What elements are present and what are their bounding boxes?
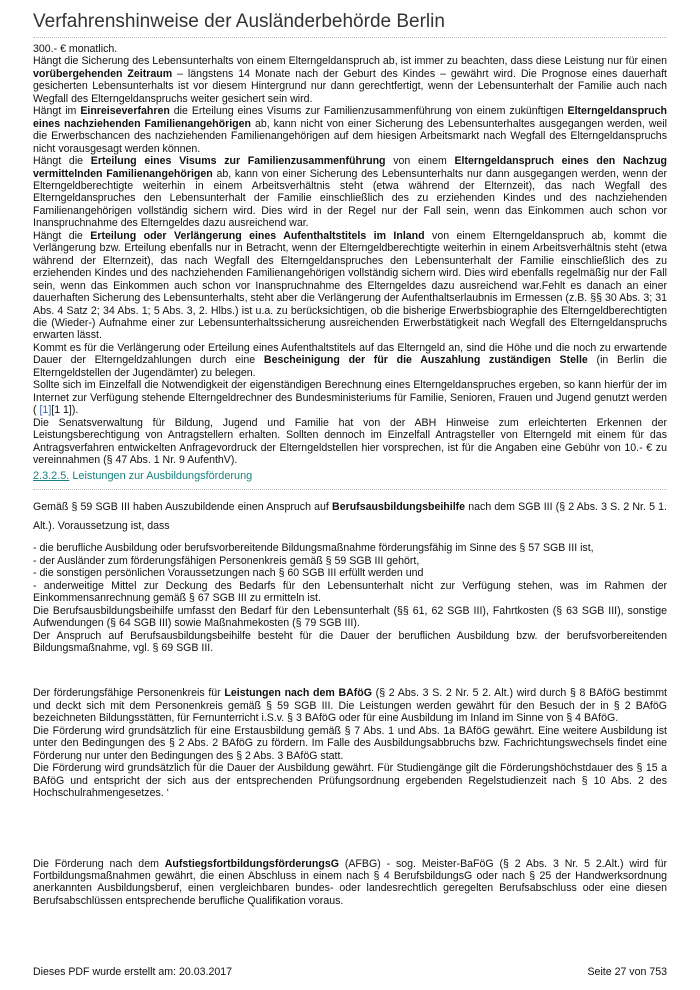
paragraph-amount: 300.- € monatlich. — [33, 43, 118, 55]
paragraph-senate-notes: Die Senatsverwaltung für Bildung, Jugend und Familie hat von der ABH Hinweise zum erleichterten Erkennen der Leistungsberechtigung von Antragstellern erhalten. Sollten dennoch im Einzelfall Antragsteller von Elterngeld mit einem für das Antragsverfahren entwickelten Anfragevordruck der Elterngeldstellen hier vorsprechen, ist für die Angaben eine Gebühr von 10.- € zu vereinnahmen (§ 47 Abs. 1 Nr. 9 AufenthV). — [33, 416, 667, 466]
paragraph-afbg: Die Förderung nach dem AufstiegsfortbildungsförderungsG (AFBG) - sog. Meister-BaFöG (§ 2 Abs. 3 Nr. 5 2.Alt.) wird für Fortbildungsmaßnahmen gewährt, die einen Abschluss in einem nach § 4 BerufsbildungsG oder nach § 25 der Handwerksordnung anerkannten Ausbildungsberuf, einen vergleichbaren bundes- oder landesrechtlich geregelten Berufsabschluss oder eine diesen Berufsabschlüssen entsprechende berufliche Qualifikation voraus. — [33, 857, 667, 907]
paragraph-bafoeg-eligibility: Der förderungsfähige Personenkreis für Leistungen nach dem BAföG (§ 2 Abs. 3 S. 2 Nr. 5 2. Alt.) wird durch § 8 BAföG bestimmt und deckt sich mit dem Personenkreis gemäß § 59 SGB III. Die Leistungen werden gewährt für den Besuch der in § 2 BAföG bezeichneten Bildungsstätten, für Fernunterricht i.S.v. § 3 BAföG oder für eine Ausbildung im Inland im Sinne von § 4 BAföG. — [33, 687, 667, 725]
paragraph-calculator: Sollte sich im Einzelfall die Notwendigkeit der eigenständigen Berechnung eines Elterngeldanspruches ergeben, so kann hierfür der im Internet zur Verfügung stehende Elterngeldrechner des Bundesministeriums für Familie, Senioren, Frauen und Jugend genutzt werden ( [1][1 1]). — [33, 379, 667, 417]
paragraph-bafoeg-first-training: Die Förderung wird grundsätzlich für eine Erstausbildung gemäß § 7 Abs. 1 und Abs. 1a BAföG gewährt. Eine weitere Ausbildung ist unter den Bedingungen des § 2 Abs. 2 BAföG zu fördern. Im Falle des Ausbildungsabbruchs bzw. Fachrichtungswechsels findet eine Förderung nur unter den Bedingungen des § 2 Abs. 3 BAföG statt. — [33, 724, 667, 762]
list-item: - die sonstigen persönlichen Voraussetzungen nach § 60 SGB III erfüllt werden und — [33, 567, 424, 580]
section-number[interactable]: 2.3.2.5. — [33, 470, 70, 483]
paragraph-bab-duration: Der Anspruch auf Berufsausbildungsbeihilfe besteht für die Dauer der beruflichen Ausbildung bzw. der berufsvorbereitenden Bildungsmaßnahme, vgl. § 69 SGB III. — [33, 629, 667, 655]
footnote-link[interactable]: [1] — [39, 404, 52, 417]
list-item: - anderweitige Mittel zur Deckung des Bedarfs für den Lebensunterhalt nicht zur Verfügung stehen, was im Rahmen der Einkommensanrechnung gemäß § 67 SGB III zu ermitteln ist. — [33, 579, 667, 605]
spacer — [33, 800, 667, 858]
created-date: Dieses PDF wurde erstellt am: 20.03.2017 — [33, 966, 233, 978]
spacer — [33, 654, 667, 687]
page-header — [33, 10, 667, 34]
paragraph-residence-title: Hängt die Erteilung oder Verlängerung eines Aufenthaltstitels im Inland von einem Elterngeldanspruch ab, kommt die Verlängerung bzw. Erteilung ebenfalls nur in Betracht, wenn der Elterngeldberechtigte weiterhin in einem Arbeitsverhältnis steht (etwa während der Elternzeit), das nach Wegfall des Elterngeldanspruches den Lebensunterhalt der Familie einschließlich des zu erziehenden Kindes und des nachziehenden Familienangehörigen vollständig sichern wird. Dies wird ebenfalls regelmäßig nur der Fall sein, wenn das Einkommen auch schon vor Inanspruchnahme des Elterngeldes dazu ausreichend war.Fehlt es danach an einer dauerhaften Sicherung des Lebensunterhalts, steht aber die Verlängerung der Aufenthaltserlaubnis im Ermessen (z.B. §§ 30 Abs. 3; 31 Abs. 4 Satz 2; 34 Abs. 1; 5 Abs. 3, 2. Hlbs.) ist u.a. zu berücksichtigen, ob die bisherige Erwerbsbiographie des Elterngeldberechtigten die (Wieder-) Aufnahme einer zur Lebensunterhaltssicherung ausreichenden Erwerbstätigkeit nach Wegfall des Elterngeldanspruchs erwarten lässt. — [33, 229, 668, 342]
header-divider — [33, 37, 667, 38]
page-footer — [33, 966, 667, 978]
paragraph-family-reunification: Hängt die Erteilung eines Visums zur Familienzusammenführung von einem Elterngeldanspruch eines den Nachzug vermittelnden Familienangehörigen ab, kann von einer Sicherung des Lebensunterhalts nur dann ausgegangen werden, wenn der Elterngeldberechtigte weiterhin in einem Arbeitsverhältnis steht (etwa während der Elternzeit), das nach Wegfall des Elterngeldanspruches den Lebensunterhalt der Familie einschließlich des zu erziehenden Kindes und des nachziehenden Familienangehörigen vollständig sichern wird. Dies wird in der Regel nur der Fall sein, wenn das Einkommen auch schon vor Inanspruchnahme des Elterngeldes dazu ausreichend war. — [33, 155, 668, 230]
section-title[interactable]: Leistungen zur Ausbildungsförderung — [69, 470, 253, 483]
section-divider — [33, 489, 667, 490]
list-item: - der Ausländer zum förderungsfähigen Personenkreis gemäß § 59 SGB III gehört, — [33, 554, 420, 567]
paragraph-entry-procedure: Hängt im Einreiseverfahren die Erteilung eines Visums zur Familienzusammenführung von einem zukünftigen Elterngeldanspruch eines nachziehenden Familienangehörigen ab, kann nicht von einer Sicherung des Lebensunterhaltes ausgegangen werden, weil die Erwerbschancen des nachziehenden Familienangehörigen auf dem hiesigen Arbeitsmarkt nach Wegfall des Elterngeldanspruchs nicht vorausgesagt werden können. — [33, 105, 667, 155]
document-body — [33, 43, 667, 907]
paragraph-certificate: Kommt es für die Verlängerung oder Erteilung eines Aufenthaltstitels auf das Elterngeld an, sind die Höhe und die noch zu erwartende Dauer der Elterngeldzahlungen durch eine Bescheinigung der für die Auszahlung zuständigen Stelle (in Berlin die Elterngeldstellen der Jugendämter) zu belegen. — [33, 341, 667, 379]
paragraph-bab-intro: Gemäß § 59 SGB III haben Auszubildende einen Anspruch auf Berufsausbildungsbeihilfe nach dem SGB III (§ 2 Abs. 3 S. 2 Nr. 5 1. Alt.). Voraussetzung ist, dass — [33, 501, 667, 533]
paragraph-bafoeg-duration: Die Förderung wird grundsätzlich für die Dauer der Ausbildung gewährt. Für Studiengänge gilt die Förderungshöchstdauer des § 15 a BAföG und entspricht der sich aus der entsprechenden Prüfungsordnung ergebenden Regelstudienzeit nach § 10 Abs. 2 des Hochschulrahmengesetzes. ‘ — [33, 762, 667, 800]
paragraph-bab-scope: Die Berufsausbildungsbeihilfe umfasst den Bedarf für den Lebensunterhalt (§§ 61, 62 SGB III), Fahrtkosten (§ 63 SGB III), sonstige Aufwendungen (§ 64 SGB III) sowie Maßnahmekosten (§ 79 SGB III). — [33, 604, 667, 630]
page-number: Seite 27 von 753 — [587, 966, 667, 978]
list-item: - die berufliche Ausbildung oder berufsvorbereitende Bildungsmaßnahme förderungsfähig im Sinne des § 57 SGB III ist, — [33, 542, 594, 555]
paragraph-temporary-period: Hängt die Sicherung des Lebensunterhalts von einem Elterngeldanspruch ab, ist immer zu beachten, dass diese Leistung nur für einen vorübergehenden Zeitraum – längstens 14 Monate nach der Geburt des Kindes – gewährt wird. Die Prognose eines dauerhaft gesicherten Lebensunterhalts ist vor diesem Hintergrund nur dann gerechtfertigt, wenn der Lebensunterhalt der Familie auch nach Wegfall des Elterngeldanspruchs weiter gesichert sein wird. — [33, 55, 667, 105]
page-title: Verfahrenshinweise der Ausländerbehörde Berlin — [33, 11, 445, 32]
section-heading[interactable] — [33, 470, 667, 483]
